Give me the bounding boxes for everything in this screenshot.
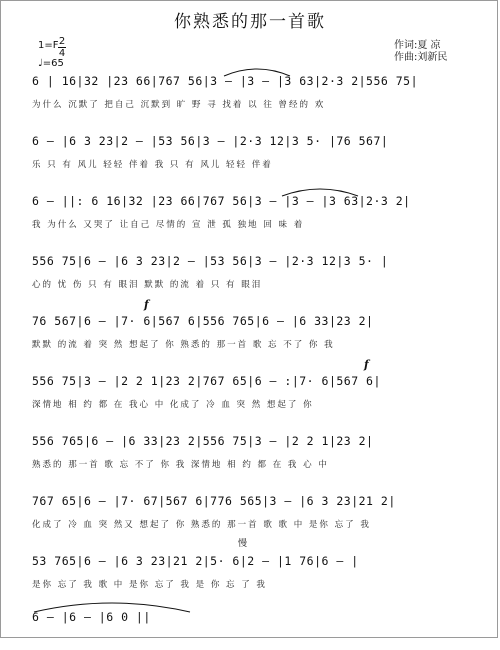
score-row-5 (32, 298, 472, 354)
lyric-line: 为什么 沉默了 把自己 沉默到 旷 野 寻 找着 以 往 曾经的 欢 (32, 100, 326, 110)
notation-line: 6 – |6 – |6 0 || (32, 610, 151, 624)
lyric-line: 熟悉的 那一首 歌 忘 不了 你 我 深情地 相 约 都 在 我 心 中 (32, 460, 329, 470)
key-signature: 1=F (38, 40, 59, 51)
song-title: 你熟悉的那一首歌 (174, 12, 326, 32)
slow-mark: 慢 (238, 539, 248, 549)
lyric-line: 我 为什么 又哭了 让自己 尽情的 宣 泄 孤 独地 回 味 着 (32, 220, 305, 230)
time-top: 2 (58, 36, 66, 47)
score-row-1 (32, 74, 472, 114)
notation-line: 76 567|6 – |7· 6|567 6|556 765|6 – |6 33|23 2| (32, 314, 374, 328)
credits (394, 40, 447, 64)
lyric-line: 化成了 冷 血 突 然又 想起了 你 熟悉的 那一首 歌 歌 中 是你 忘了 我 (32, 520, 371, 530)
notation-line: 6 | 16|32 |23 66|767 56|3 – |3 – |3 63|2·3 2|556 75| (32, 74, 419, 88)
composer-credit: 作曲:刘新民 (394, 52, 448, 63)
forte-mark: f (144, 298, 149, 311)
score-row-4 (32, 254, 472, 294)
tie-mark (280, 186, 360, 198)
notation-line: 6 – ||: 6 16|32 |23 66|767 56|3 – |3 – |3 63|2·3 2| (32, 194, 411, 208)
notation-line: 556 765|6 – |6 33|23 2|556 75|3 – |2 2 1|23 2| (32, 434, 374, 448)
time-bottom: 4 (58, 48, 66, 59)
tie-mark (222, 66, 292, 78)
notation-line: 53 765|6 – |6 3 23|21 2|5· 6|2 – |1 76|6 – | (32, 554, 359, 568)
forte-mark: f (364, 358, 369, 371)
notation-line: 6 – |6 3 23|2 – |53 56|3 – |2·3 12|3 5· |76 567| (32, 134, 389, 148)
score-row-2 (32, 134, 472, 174)
score-row-8 (32, 494, 472, 534)
score-row-6 (32, 358, 472, 414)
lyric-line: 默默 的流 着 突 然 想起了 你 熟悉的 那一首 歌 忘 不了 你 我 (32, 340, 335, 350)
score-row-9 (32, 539, 472, 594)
score-row-3 (32, 194, 472, 234)
time-signature (58, 36, 66, 59)
lyric-line: 是你 忘了 我 歌 中 是你 忘了 我 是 你 忘 了 我 (32, 580, 267, 590)
tempo-marking: ♩=65 (38, 58, 64, 69)
score-row-7 (32, 434, 472, 474)
notation-line: 556 75|3 – |2 2 1|23 2|767 65|6 – :|7· 6|567 6| (32, 374, 381, 388)
lyric-line: 乐 只 有 风儿 轻轻 伴着 我 只 有 风儿 轻轻 伴着 (32, 160, 273, 170)
lyricist-credit: 作词:夏 凉 (394, 40, 441, 51)
score-row-10 (32, 610, 472, 650)
lyric-line: 深情地 相 约 都 在 我心 中 化成了 冷 血 突 然 想起了 你 (32, 400, 314, 410)
notation-line: 767 65|6 – |7· 67|567 6|776 565|3 – |6 3 23|21 2| (32, 494, 396, 508)
notation-line: 556 75|6 – |6 3 23|2 – |53 56|3 – |2·3 12|3 5· | (32, 254, 389, 268)
lyric-line: 心的 忧 伤 只 有 眼泪 默默 的流 着 只 有 眼泪 (32, 280, 263, 290)
